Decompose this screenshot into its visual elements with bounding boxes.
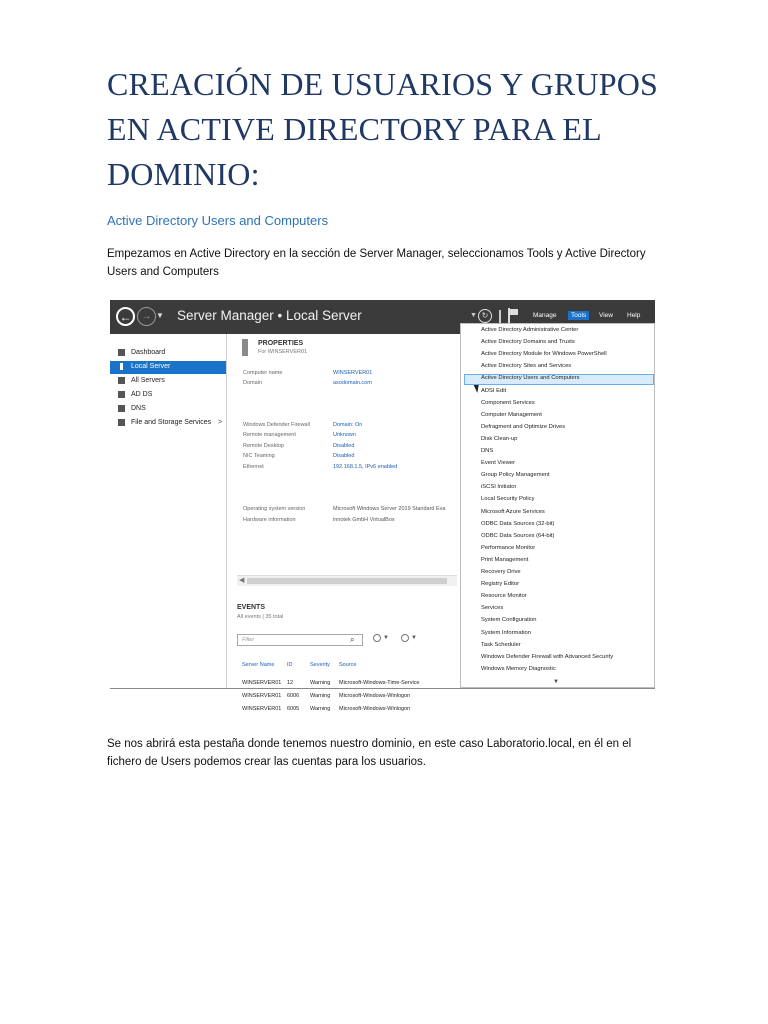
scroll-left-icon[interactable]: ◀	[239, 577, 245, 584]
property-key: Computer name	[243, 370, 283, 376]
document-title: CREACIÓN DE USUARIOS Y GRUPOS EN ACTIVE DIRECTORY PARA EL DOMINIO:	[107, 66, 659, 192]
property-value-link[interactable]: 192.168.1.5, IPv6 enabled	[333, 464, 398, 470]
property-value-link[interactable]: Disabled	[333, 453, 355, 459]
cell-server-name: WINSERVER01	[242, 693, 282, 699]
sidebar-item-file-storage[interactable]	[110, 417, 226, 430]
tools-menu-item[interactable]: Active Directory Users and Computers	[481, 375, 580, 382]
property-key: NIC Teaming	[243, 453, 275, 459]
cell-id: 6005	[287, 706, 300, 712]
tools-menu-item[interactable]: ODBC Data Sources (64-bit)	[481, 532, 555, 539]
view-options-button[interactable]	[373, 634, 393, 645]
property-key: Domain	[243, 380, 262, 386]
tools-menu-item[interactable]: Task Scheduler	[481, 641, 521, 648]
properties-heading: PROPERTIES	[258, 340, 304, 347]
menu-manage[interactable]: Manage	[533, 312, 557, 319]
tools-menu-item[interactable]: Resource Monitor	[481, 593, 527, 600]
chevron-down-icon: ▼	[411, 635, 417, 641]
dns-icon	[118, 405, 125, 412]
cell-source: Microsoft-Windows-Time-Service	[339, 680, 420, 686]
closing-paragraph: Se nos abrirá esta pestaña donde tenemos nuestro dominio, en este caso Laboratorio.local, en él en el fichero de Users podemos crear las cuentas para los usuarios.	[107, 738, 632, 768]
events-filter-input[interactable]	[237, 634, 363, 646]
toolbar-divider	[499, 310, 501, 323]
scrollbar-thumb[interactable]	[247, 578, 447, 584]
tools-dropdown-menu	[460, 323, 655, 688]
sidebar-item-label: File and Storage Services	[131, 419, 212, 426]
tools-menu-item[interactable]: Microsoft Azure Services	[481, 508, 545, 515]
horizontal-scrollbar[interactable]	[237, 575, 457, 586]
sidebar-item-ad-ds[interactable]	[110, 389, 226, 402]
property-value-link[interactable]: Domain: On	[333, 422, 363, 428]
property-value: innotek GmbH VirtualBox	[333, 517, 395, 523]
property-key: Remote Desktop	[243, 443, 284, 449]
tools-menu-item[interactable]: Active Directory Module for Windows PowerShell	[481, 351, 607, 358]
chevron-right-icon: >	[218, 419, 223, 426]
property-value-link[interactable]: Unknown	[333, 432, 356, 438]
window-title: Server Manager • Local Server	[177, 308, 362, 323]
property-key: Hardware information	[243, 517, 296, 523]
sidebar-item-label: DNS	[131, 405, 146, 412]
tools-menu-item[interactable]: Services	[481, 605, 504, 612]
servers-icon	[118, 377, 125, 384]
nav-dropdown-icon[interactable]: ▼	[156, 311, 164, 320]
cell-severity: Warning	[310, 706, 331, 712]
flag-icon[interactable]	[508, 308, 520, 323]
column-header-server-name[interactable]: Server Name	[242, 662, 275, 668]
property-key: Remote management	[243, 432, 296, 438]
tools-menu-item[interactable]: Active Directory Domains and Trusts	[481, 339, 575, 346]
tools-menu-item[interactable]: Windows Memory Diagnostic	[481, 665, 556, 672]
server-properties-icon	[242, 339, 248, 356]
property-value-link[interactable]: Disabled	[333, 443, 355, 449]
property-value-link[interactable]: asodomain.com	[333, 380, 372, 386]
column-header-source[interactable]: Source	[339, 662, 357, 668]
filter-placeholder: Filter	[242, 637, 255, 643]
cell-id: 6006	[287, 693, 300, 699]
dashboard-icon	[118, 349, 125, 356]
sidebar-item-label: Dashboard	[131, 349, 166, 356]
property-value: Microsoft Windows Server 2019 Standard Eva	[333, 506, 446, 512]
storage-icon	[118, 419, 125, 426]
tools-menu-item[interactable]: Registry Editor	[481, 581, 520, 588]
events-heading: EVENTS	[237, 604, 266, 611]
tools-menu-item[interactable]: Windows Defender Firewall with Advanced Security	[481, 653, 614, 660]
sidebar-item-label: All Servers	[131, 377, 165, 384]
search-icon[interactable]: ⌕	[350, 635, 355, 644]
sidebar-item-local-server[interactable]	[110, 361, 226, 374]
server-manager-screenshot	[110, 300, 655, 712]
tools-menu-item[interactable]: iSCSI Initiator	[481, 484, 517, 491]
cell-severity: Warning	[310, 680, 331, 686]
chevron-down-icon[interactable]: ▼	[470, 312, 477, 319]
cell-server-name: WINSERVER01	[242, 706, 282, 712]
tools-menu-item[interactable]: Active Directory Administrative Center	[481, 327, 579, 333]
cell-source: Microsoft-Windows-Winlogon	[339, 693, 411, 699]
tools-menu-item[interactable]: Performance Monitor	[481, 544, 536, 551]
tools-menu-item[interactable]: Defragment and Optimize Drives	[481, 423, 566, 430]
tools-menu-item[interactable]: System Configuration	[481, 617, 537, 624]
intro-paragraph: Empezamos en Active Directory en la sección de Server Manager, seleccionamos Tools y Active Directory Users and Computers	[107, 248, 646, 278]
column-header-id[interactable]: ID	[287, 662, 293, 668]
sidebar-item-dns[interactable]	[110, 403, 226, 416]
tools-menu-item[interactable]: ADSI Edit	[481, 387, 507, 394]
menu-view[interactable]: View	[599, 312, 613, 319]
property-key: Ethernet	[243, 464, 264, 470]
query-options-icon	[401, 634, 409, 642]
property-key: Operating system version	[243, 506, 306, 512]
ad-ds-icon	[118, 391, 125, 398]
column-header-severity[interactable]: Severity	[310, 662, 330, 668]
property-value-link[interactable]: WINSERVER01	[333, 370, 373, 376]
property-key: Windows Defender Firewall	[243, 422, 310, 428]
tools-menu-item[interactable]: Group Policy Management	[481, 472, 550, 479]
back-arrow-icon[interactable]: ←	[116, 307, 135, 326]
cell-server-name: WINSERVER01	[242, 680, 282, 686]
tools-menu-item[interactable]: ODBC Data Sources (32-bit)	[481, 520, 555, 527]
tools-menu-item[interactable]: DNS	[481, 448, 494, 454]
sidebar	[110, 334, 227, 688]
tools-menu-item[interactable]: Active Directory Sites and Services	[481, 363, 572, 370]
list-options-icon	[373, 634, 381, 642]
tools-menu-item[interactable]: Local Security Policy	[481, 496, 535, 503]
menu-tools[interactable]: Tools	[568, 311, 589, 320]
tools-menu-item[interactable]: Computer Management	[481, 411, 542, 418]
menu-help[interactable]: Help	[627, 312, 641, 319]
tools-menu-item[interactable]: Recovery Drive	[481, 569, 521, 575]
cell-id: 12	[287, 680, 294, 686]
sidebar-item-dashboard[interactable]	[110, 347, 226, 360]
properties-subheading: For WINSERVER01	[258, 349, 308, 355]
properties-pane	[227, 334, 457, 712]
tools-menu-item[interactable]: Disk Clean-up	[481, 435, 518, 442]
sidebar-item-all-servers[interactable]	[110, 375, 226, 388]
sidebar-item-label: Local Server	[131, 363, 171, 370]
cell-severity: Warning	[310, 693, 331, 699]
events-subheading: All events | 35 total	[237, 614, 284, 620]
refresh-icon[interactable]: ↻	[478, 309, 492, 323]
scroll-down-icon[interactable]: ▼	[553, 679, 559, 685]
forward-arrow-icon[interactable]: →	[137, 307, 156, 326]
tools-menu-item[interactable]: Print Management	[481, 556, 529, 563]
chevron-down-icon: ▼	[383, 635, 389, 641]
save-query-button[interactable]	[401, 634, 421, 645]
tools-menu-item[interactable]: System Information	[481, 629, 531, 636]
server-icon	[120, 363, 123, 370]
tools-menu-item[interactable]: Event Viewer	[481, 460, 516, 467]
sidebar-item-label: AD DS	[131, 391, 153, 398]
tools-menu-item[interactable]: Component Services	[481, 399, 535, 406]
cell-source: Microsoft-Windows-Winlogon	[339, 706, 411, 712]
document-subtitle: Active Directory Users and Computers	[107, 213, 329, 228]
